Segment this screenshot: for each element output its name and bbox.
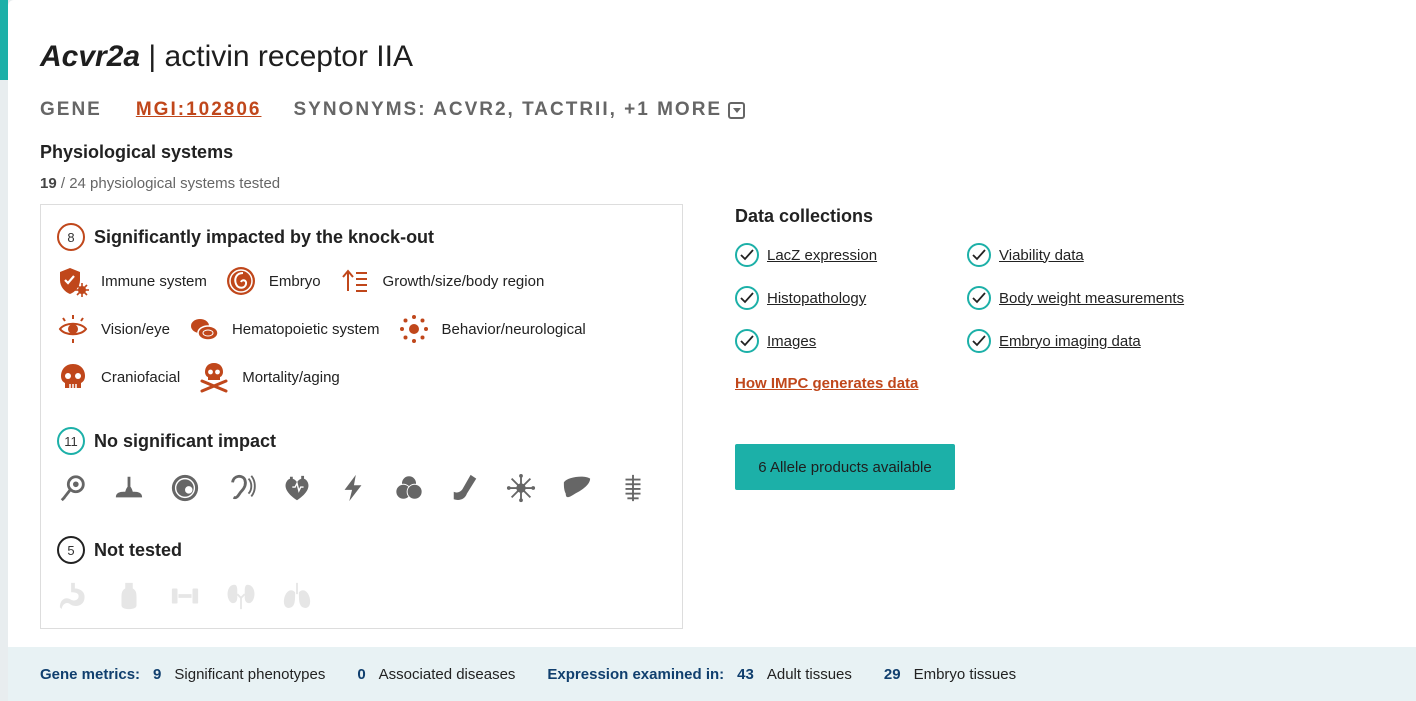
images-link[interactable]: Images [767, 332, 817, 350]
data-collection-item [967, 329, 1141, 353]
system-vision[interactable] [57, 313, 170, 345]
significant-phenotypes-count: 9 [153, 665, 162, 683]
system-craniofacial[interactable] [57, 361, 180, 393]
body-weight-link[interactable]: Body weight measurements [999, 289, 1185, 307]
how-impc-generates-data-link[interactable]: How IMPC generates data [735, 375, 919, 392]
data-collection-item [735, 243, 877, 267]
no-impact-heading-text: No significant impact [94, 430, 277, 451]
data-collection-item [967, 243, 1084, 267]
reproductive-icon[interactable] [57, 472, 89, 504]
physiological-systems-panel [40, 204, 683, 629]
adult-tissues-label[interactable]: Adult tissues [766, 665, 852, 683]
system-label: Hematopoietic system [231, 320, 380, 338]
digestive-icon [57, 580, 89, 612]
not-tested-icons [57, 580, 337, 612]
system-label: Vision/eye [101, 320, 170, 338]
viability-data-link[interactable]: Viability data [999, 246, 1084, 264]
gene-metrics-label: Gene metrics: [40, 665, 141, 683]
check-circle-icon [735, 286, 759, 310]
system-immune[interactable] [57, 265, 207, 297]
lacz-expression-link[interactable]: LacZ expression [767, 246, 878, 264]
blood-cells-icon [188, 313, 220, 345]
system-mortality[interactable] [198, 361, 340, 393]
not-tested-count-badge: 5 [57, 536, 85, 564]
shield-virus-icon [57, 265, 89, 297]
significant-row-2 [57, 313, 604, 345]
data-collection-item [735, 286, 866, 310]
gene-metrics-bar [8, 647, 1416, 701]
system-behavior[interactable] [398, 313, 586, 345]
skin-icon[interactable] [113, 472, 145, 504]
hearing-icon[interactable] [225, 472, 257, 504]
skeleton-icon[interactable] [617, 472, 649, 504]
data-collection-item [967, 286, 1184, 310]
embryo-icon [225, 265, 257, 297]
data-collections-heading: Data collections [735, 206, 874, 226]
no-impact-section-heading [57, 427, 276, 455]
renal-icon [225, 580, 257, 612]
page-title [40, 40, 413, 74]
metabolism-icon[interactable] [337, 472, 369, 504]
not-tested-heading-text: Not tested [94, 539, 183, 560]
expand-synonyms-toggle[interactable] [728, 102, 745, 119]
system-label: Immune system [101, 272, 207, 290]
pigmentation-icon[interactable] [393, 472, 425, 504]
cardiovascular-icon[interactable] [281, 472, 313, 504]
significant-count-badge: 8 [57, 223, 85, 251]
significant-row-1 [57, 265, 562, 297]
liver-icon[interactable] [561, 472, 593, 504]
system-embryo[interactable] [225, 265, 321, 297]
embryo-tissues-count: 29 [883, 665, 901, 683]
muscle-icon [169, 580, 201, 612]
associated-diseases-count: 0 [357, 665, 366, 683]
no-impact-count-badge: 11 [57, 427, 85, 455]
synonyms-text: SYNONYMS: ACVR2, TACTRII, +1 MORE [293, 99, 723, 120]
data-collection-item [735, 329, 816, 353]
not-tested-section-heading [57, 536, 182, 564]
tested-count-number: 19 [40, 175, 57, 192]
skull-icon [57, 361, 89, 393]
limbs-icon[interactable] [449, 472, 481, 504]
system-label: Behavior/neurological [441, 320, 586, 338]
significant-heading-text: Significantly impacted by the knock-out [94, 226, 435, 247]
associated-diseases-label[interactable]: Associated diseases [378, 665, 516, 683]
gene-summary-card [8, 0, 1416, 701]
expression-label: Expression examined in: [547, 665, 725, 683]
respiratory-icon [281, 580, 313, 612]
teal-edge-accent [0, 0, 8, 80]
system-label: Embryo [268, 272, 321, 290]
eye-icon [57, 313, 89, 345]
check-circle-icon [967, 286, 991, 310]
gene-name: | activin receptor IIA [148, 40, 413, 73]
mgi-link[interactable]: MGI:102806 [135, 99, 262, 120]
physiological-systems-heading: Physiological systems [40, 142, 234, 162]
cellular-icon[interactable] [169, 472, 201, 504]
endocrine-icon [113, 580, 145, 612]
system-label: Growth/size/body region [382, 272, 545, 290]
growth-icon [339, 265, 371, 297]
check-circle-icon [967, 329, 991, 353]
histopathology-link[interactable]: Histopathology [767, 289, 867, 307]
system-label: Craniofacial [101, 368, 181, 386]
check-circle-icon [735, 329, 759, 353]
nervous-system-icon[interactable] [505, 472, 537, 504]
system-growth[interactable] [339, 265, 545, 297]
gene-subtitle [40, 99, 745, 121]
check-circle-icon [735, 243, 759, 267]
gene-label: GENE [40, 99, 102, 120]
gene-symbol: Acvr2a [40, 40, 141, 73]
system-hematopoietic[interactable] [188, 313, 380, 345]
embryo-tissues-label[interactable]: Embryo tissues [913, 665, 1017, 683]
check-circle-icon [967, 243, 991, 267]
systems-tested-count [40, 175, 280, 192]
skull-crossbones-icon [198, 361, 230, 393]
allele-products-button[interactable]: 6 Allele products available [735, 444, 955, 490]
significant-section-heading [57, 223, 434, 251]
significant-phenotypes-label[interactable]: Significant phenotypes [174, 665, 326, 683]
behavior-icon [398, 313, 430, 345]
system-label: Mortality/aging [242, 368, 340, 386]
embryo-imaging-link[interactable]: Embryo imaging data [999, 332, 1141, 350]
significant-row-3 [57, 361, 358, 393]
tested-count-text: / 24 physiological systems tested [60, 175, 281, 192]
no-impact-icons [57, 472, 673, 504]
adult-tissues-count: 43 [737, 665, 754, 683]
